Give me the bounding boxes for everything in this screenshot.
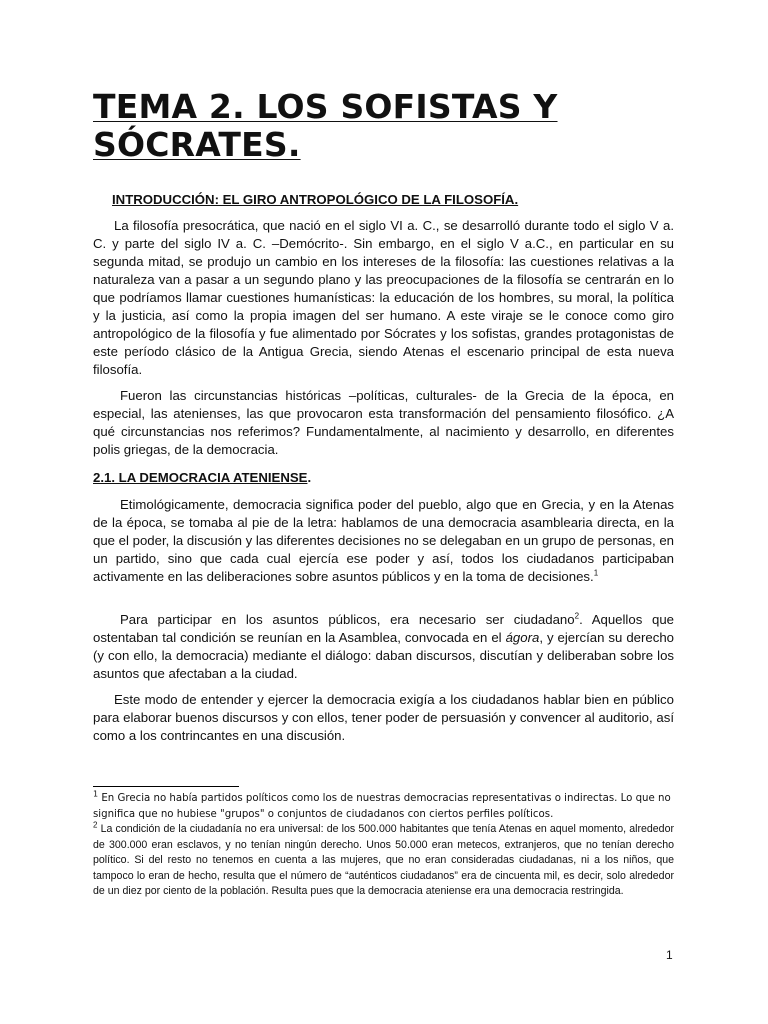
paragraph-5	[93, 691, 674, 745]
paragraph-4-text-b: . Aquellos que ostentaban tal condición se reunían en la Asamblea, convocada en el	[93, 612, 674, 645]
footnote-2-number: 2	[93, 820, 98, 830]
section-heading-period: .	[307, 470, 312, 485]
section-heading-text: 2.1. LA DEMOCRACIA ATENIENSE	[93, 470, 308, 485]
footnote-1	[93, 791, 674, 823]
paragraph-4	[93, 611, 674, 683]
paragraph-2	[93, 387, 674, 459]
paragraph-2-text: Fueron las circunstancias históricas –políticas, culturales- de la Grecia de la época, en especial, las atenienses, las que provocaron esta transformación del pensamiento filosófico. ¿A qué circunstancias nos referimos? Fundamentalmente, al nacimiento y desarrollo, en diferentes polis griegas, de la democracia.	[93, 388, 674, 457]
footnote-ref-2[interactable]: 2	[574, 611, 580, 621]
paragraph-5-text: Este modo de entender y ejercer la democracia exigía a los ciudadanos hablar bien en público para elaborar buenos discursos y con ellos, tener poder de persuasión y convencer al auditorio, así como a los contrincantes en una discusión.	[93, 692, 674, 743]
page-title: TEMA 2. LOS SOFISTAS Y SÓCRATES.	[93, 87, 558, 164]
intro-heading: INTRODUCCIÓN: EL GIRO ANTROPOLÓGICO DE LA FILOSOFÍA.	[112, 192, 519, 207]
paragraph-1-text: La filosofía presocrática, que nació en el siglo VI a. C., se desarrolló durante todo el siglo V a. C. y parte del siglo IV a. C. –Demócrito-. Sin embargo, en el siglo V a.C., en particular en su segunda mitad, se produjo un cambio en los intereses de la filosofía: las cuestiones relativas a la naturaleza van a pasar a un segundo plano y las preocupaciones de la filosofía se centrarán en lo que podríamos llamar cuestiones humanísticas: la educación de los hombres, su moral, la política y la justicia, así como la propia imagen del ser humano. A este viraje se le conoce como giro antropológico de la filosofía y fue alimentado por Sócrates y los sofistas, grandes protagonistas de este período clásico de la Antigua Grecia, siendo Atenas el escenario principal de esta nueva filosofía.	[93, 218, 674, 377]
footnote-2-text: La condición de la ciudadanía no era universal: de los 500.000 habitantes que tenía Atenas en aquel momento, alrededor de 300.000 eran esclavos, y no tenían ningún derecho. Unos 50.000 eran metecos, extranjeros, que no tenían derecho político. Si del resto no tenemos en cuenta a las mujeres, que no eran consideradas ciudadanas, ni a los niños, que tampoco lo eran de hecho, resulta que el número de “auténticos ciudadanos” era de cincuenta mil, es decir, solo alrededor de un diez por ciento de la población. Resulta pues que la democracia ateniense era una democracia restringida.	[93, 823, 674, 897]
page-number: 1	[666, 948, 673, 962]
paragraph-4-text-c: , y ejercían su derecho (y con ello, la democracia) mediante el diálogo: daban discursos, discutían y deliberaban sobre los asuntos que afectaban a la ciudad.	[93, 630, 674, 681]
footnote-1-text: En Grecia no había partidos políticos como los de nuestras democracias representativas o indirectas. Lo que no significa que no hubiese "grupos" o conjuntos de ciudadanos con ciertos perfiles políticos.	[93, 793, 671, 820]
paragraph-3-text: Etimológicamente, democracia significa poder del pueblo, algo que en Grecia, y en la Atenas de la época, se tomaba al pie de la letra: hablamos de una democracia asamblearia directa, en la que el poder, la discusión y las diferentes decisiones no se delegaban en un grupo de personas, en un partido, sino que cada cual ejercía ese poder y así, todos los ciudadanos participaban activamente en las deliberaciones sobre asuntos públicos y en la toma de decisiones.	[93, 497, 674, 584]
footnote-2	[93, 822, 674, 900]
footnote-ref-1[interactable]: 1	[593, 568, 599, 578]
agora-term: ágora	[505, 630, 540, 645]
paragraph-4-text-a: Para participar en los asuntos públicos, era necesario ser ciudadano	[120, 612, 575, 627]
footnote-1-number: 1	[93, 789, 99, 799]
paragraph-1	[93, 217, 674, 379]
footnote-separator	[93, 786, 239, 787]
section-heading	[93, 470, 311, 485]
paragraph-3	[93, 496, 674, 586]
